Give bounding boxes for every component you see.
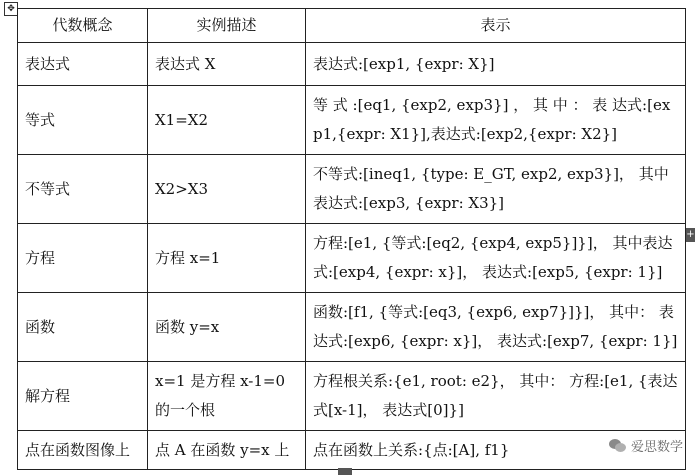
cell-concept: 表达式 — [18, 43, 148, 86]
table-row — [18, 86, 686, 155]
cell-representation: 等 式 :[eq1, {exp2, exp3}] ， 其 中 ： 表 达式:[exp1,{expr: X1}],表达式:[exp2,{expr: X2}] — [306, 86, 686, 155]
cell-concept: 方程 — [18, 224, 148, 293]
add-row-handle-icon[interactable] — [338, 468, 352, 475]
header-example: 实例描述 — [148, 9, 306, 43]
cell-concept: 函数 — [18, 293, 148, 362]
cell-example: X1=X2 — [148, 86, 306, 155]
wechat-icon — [609, 439, 627, 453]
cell-representation: 表达式:[exp1, {expr: X}] — [306, 43, 686, 86]
table-header-row — [18, 9, 686, 43]
cell-concept: 点在函数图像上 — [18, 431, 148, 470]
watermark-text: 爱思数学 — [630, 440, 683, 455]
cell-example: 函数 y=x — [148, 293, 306, 362]
table-move-handle-icon[interactable]: ✥ — [4, 2, 18, 16]
header-concept: 代数概念 — [18, 9, 148, 43]
cell-representation: 函数:[f1, {等式:[eq3, {exp6, exp7}]}]， 其中： 表达式:[exp6, {expr: x}]， 表达式:[exp7, {expr: 1}] — [306, 293, 686, 362]
cell-example: X2>X3 — [148, 155, 306, 224]
cell-concept: 解方程 — [18, 362, 148, 431]
cell-example: 点 A 在函数 y=x 上 — [148, 431, 306, 470]
cell-representation: 方程根关系:{e1, root: e2}， 其中： 方程:[e1, {表达式[x-1]， 表达式[0]}] — [306, 362, 686, 431]
cell-example: 表达式 X — [148, 43, 306, 86]
table-row — [18, 43, 686, 86]
table-row — [18, 362, 686, 431]
table-row — [18, 155, 686, 224]
watermark — [609, 436, 683, 455]
cell-example: x=1 是方程 x-1=0 的一个根 — [148, 362, 306, 431]
header-representation: 表示 — [306, 9, 686, 43]
table-row — [18, 224, 686, 293]
cell-representation: 点在函数上关系:{点:[A], f1} — [306, 431, 686, 470]
cell-representation: 不等式:[ineq1, {type: E_GT, exp2, exp3}]， 其中表达式:[exp3, {expr: X3}] — [306, 155, 686, 224]
cell-example: 方程 x=1 — [148, 224, 306, 293]
cell-representation: 方程:[e1, {等式:[eq2, {exp4, exp5}]}]， 其中表达式:[exp4, {expr: x}]， 表达式:[exp5, {expr: 1}] — [306, 224, 686, 293]
cell-concept: 不等式 — [18, 155, 148, 224]
table-row — [18, 431, 686, 470]
table-row — [18, 293, 686, 362]
algebra-concept-table — [17, 8, 686, 470]
cell-concept: 等式 — [18, 86, 148, 155]
add-column-handle-icon[interactable]: + — [686, 229, 695, 240]
